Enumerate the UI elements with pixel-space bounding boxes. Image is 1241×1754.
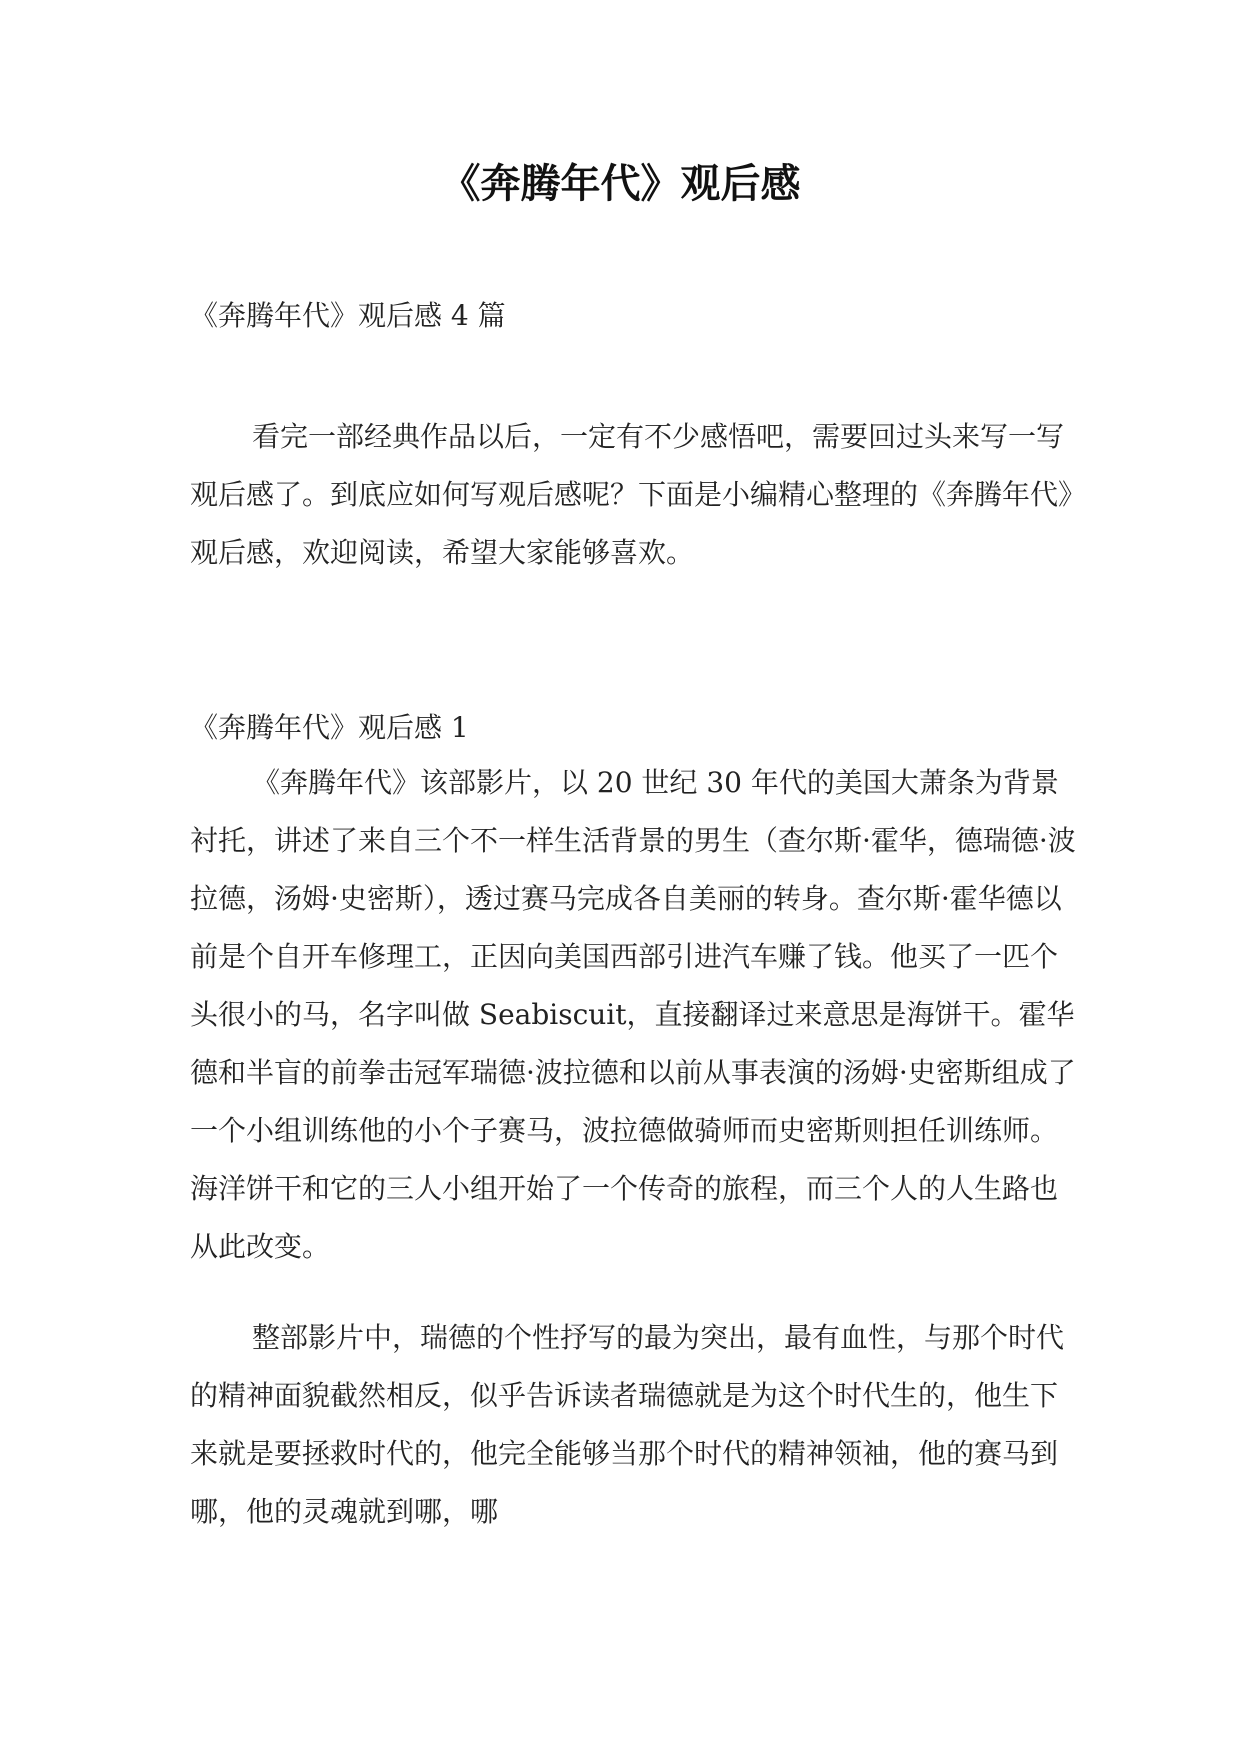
body-paragraph-1: 《奔腾年代》该部影片，以 20 世纪 30 年代的美国大萧条为背景衬托，讲述了来自三个不一样生活背景的男生（查尔斯·霍华，德瑞德·波拉德，汤姆·史密斯），透过赛马完成各自美丽的转身。查尔斯·霍华德以前是个自开车修理工，正因向美国西部引进汽车赚了钱。他买了一匹个头很小的马，名字叫做 Seabiscuit，直接翻译过来意思是海饼干。霍华德和半盲的前拳击冠军瑞德·波拉德和以前从事表演的汤姆·史密斯组成了一个小组训练他的小个子赛马，波拉德做骑师而史密斯则担任训练师。海洋饼干和它的三人小组开始了一个传奇的旅程，而三个人的人生路也从此改变。 (190, 766, 1076, 1263)
intro-paragraph: 看完一部经典作品以后，一定有不少感悟吧，需要回过头来写一写观后感了。到底应如何写观后感呢？下面是小编精心整理的《奔腾年代》观后感，欢迎阅读，希望大家能够喜欢。 (190, 420, 1073, 569)
document-title: 《奔腾年代》观后感 (440, 161, 801, 207)
section-heading: 《奔腾年代》观后感 1 (190, 711, 469, 744)
body-paragraph-2: 整部影片中，瑞德的个性抒写的最为突出，最有血性，与那个时代的精神面貌截然相反，似乎告诉读者瑞德就是为这个时代生的，他生下来就是要拯救时代的，他完全能够当那个时代的精神领袖，他的赛马到哪，他的灵魂就到哪，哪 (190, 1321, 1065, 1528)
document-subtitle: 《奔腾年代》观后感 4 篇 (190, 299, 506, 332)
